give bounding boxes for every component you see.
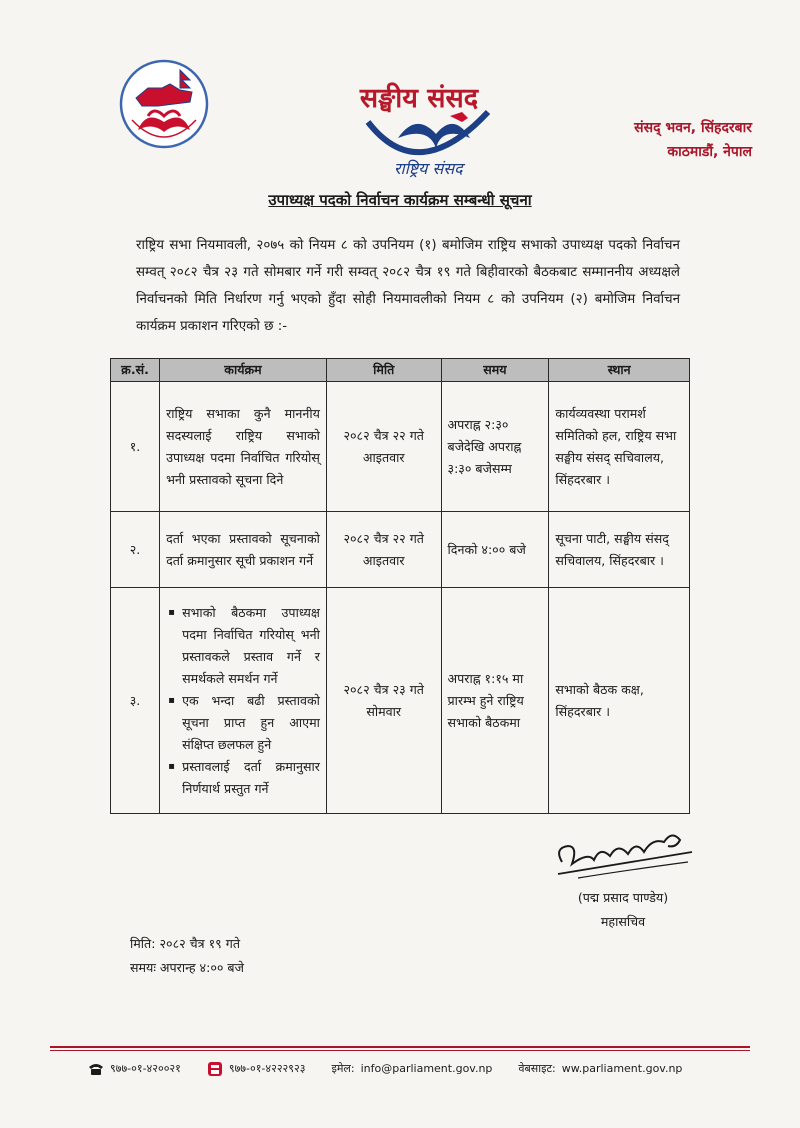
office-address — [634, 116, 752, 164]
row-sn: १. — [111, 382, 160, 512]
row-date: २०८२ चैत्र २२ गते आइतवार — [326, 512, 441, 588]
email-label: इमेल: — [331, 1062, 355, 1075]
row-place: सूचना पाटी, सङ्घीय संसद् सचिवालय, सिंहदरबार । — [549, 512, 690, 588]
row-program-list — [160, 588, 327, 814]
footer-website — [518, 1058, 682, 1080]
row-sn: ३. — [111, 588, 160, 814]
email-address[interactable]: info@parliament.gov.np — [360, 1062, 493, 1075]
fax-icon — [207, 1061, 223, 1077]
signatory-name: (पद्म प्रसाद पाण्डेय) — [577, 890, 669, 905]
row-time: अपराह्न २:३० बजेदेखि अपराह्न ३:३० बजेसम्म — [441, 382, 549, 512]
phone-icon — [88, 1061, 104, 1077]
row-program: दर्ता भएका प्रस्तावको सूचनाको दर्ता क्रमानुसार सूची प्रकाशन गर्ने — [160, 512, 327, 588]
list-item: ▪ सभाको बैठकमा उपाध्यक्ष पदमा निर्वाचित गरियोस् भनी प्रस्तावकले प्रस्ताव गर्ने र समर्थकले समर्थन गर्ने — [178, 602, 320, 690]
website-url[interactable]: ww.parliament.gov.np — [561, 1062, 683, 1075]
row-place: सभाको बैठक कक्ष, सिंहदरबार । — [549, 588, 690, 814]
footer-contact — [88, 1058, 768, 1080]
footer-phone — [88, 1058, 181, 1080]
notice-intro: राष्ट्रिय सभा नियमावली, २०७५ को नियम ८ को उपनियम (१) बमोजिम राष्ट्रिय सभाको उपाध्यक्ष पदको निर्वाचन सम्वत् २०८२ चैत्र २३ गते सोमबार गर्ने गरी सम्वत् २०८२ चैत्र १९ गते बिहीवारको बैठकबाट सम्माननीय अध्यक्षले निर्वाचनको मिति निर्धारण गर्नु भएको हुँदा सोही नियमावलीको नियम ८ को उपनियम (२) बमोजिम निर्वाचन कार्यक्रम प्रकाशन गरिएको छ :- — [136, 238, 680, 334]
notice-time: समयः अपरान्ह ४:०० बजे — [130, 960, 244, 975]
header-sn: क्र.सं. — [111, 359, 160, 382]
list-item: ▪ एक भन्दा बढी प्रस्तावको सूचना प्राप्त हुन आएमा संक्षिप्त छलफल हुने — [178, 690, 320, 756]
logo-wordmark: सङ्घीय संसद — [359, 83, 479, 114]
fax-number: ९७७-०१-४२२२९२३ — [228, 1062, 306, 1075]
table-header-row — [111, 359, 690, 382]
footer-divider — [50, 1046, 750, 1048]
table-row — [111, 382, 690, 512]
header-program: कार्यक्रम — [160, 359, 327, 382]
notice-title: उपाध्यक्ष पदको निर्वाचन कार्यक्रम सम्बन्धी सूचना — [268, 191, 532, 209]
national-assembly-emblem-logo — [118, 58, 210, 150]
signatory-designation: महासचिव — [600, 914, 646, 929]
notice-meta — [130, 932, 244, 980]
election-schedule-table — [110, 358, 690, 814]
row-time: अपराह्न १:१५ मा प्रारम्भ हुने राष्ट्रिय सभाको बैठकमा — [441, 588, 549, 814]
row-sn: २. — [111, 512, 160, 588]
header-date: मिति — [326, 359, 441, 382]
row-date: २०८२ चैत्र २२ गते आइतवार — [326, 382, 441, 512]
row-date: २०८२ चैत्र २३ गते सोमवार — [326, 588, 441, 814]
list-item: ▪ प्रस्तावलाई दर्ता क्रमानुसार निर्णयार्थ प्रस्तुत गर्ने — [178, 756, 320, 800]
header-place: स्थान — [549, 359, 690, 382]
table-row — [111, 588, 690, 814]
footer-divider-thin — [50, 1050, 750, 1051]
signatory — [548, 886, 698, 934]
handwritten-signature — [548, 812, 698, 892]
table-row — [111, 512, 690, 588]
footer-fax — [207, 1058, 306, 1080]
website-label: वेबसाइट: — [518, 1062, 556, 1075]
row-place: कार्यव्यवस्था परामर्श समितिको हल, राष्ट्रिय सभा सङ्घीय संसद् सचिवालय, सिंहदरबार । — [549, 382, 690, 512]
row-time: दिनको ४:०० बजे — [441, 512, 549, 588]
row-program: राष्ट्रिय सभाका कुनै माननीय सदस्यलाई राष्ट्रिय सभाको उपाध्यक्ष पदमा निर्वाचित गरियोस् भनी प्रस्तावको सूचना दिने — [160, 382, 327, 512]
header-time: समय — [441, 359, 549, 382]
svg-text:राष्ट्रिय संसद: राष्ट्रिय संसद — [394, 159, 463, 178]
phone-number: ९७७-०१-४२००२१ — [110, 1062, 181, 1075]
address-line-1: संसद् भवन, सिंहदरबार — [634, 120, 752, 136]
address-line-2: काठमाडौं, नेपाल — [667, 144, 752, 160]
footer-email — [331, 1058, 492, 1080]
notice-date: मिति: २०८२ चैत्र १९ गते — [130, 936, 240, 951]
